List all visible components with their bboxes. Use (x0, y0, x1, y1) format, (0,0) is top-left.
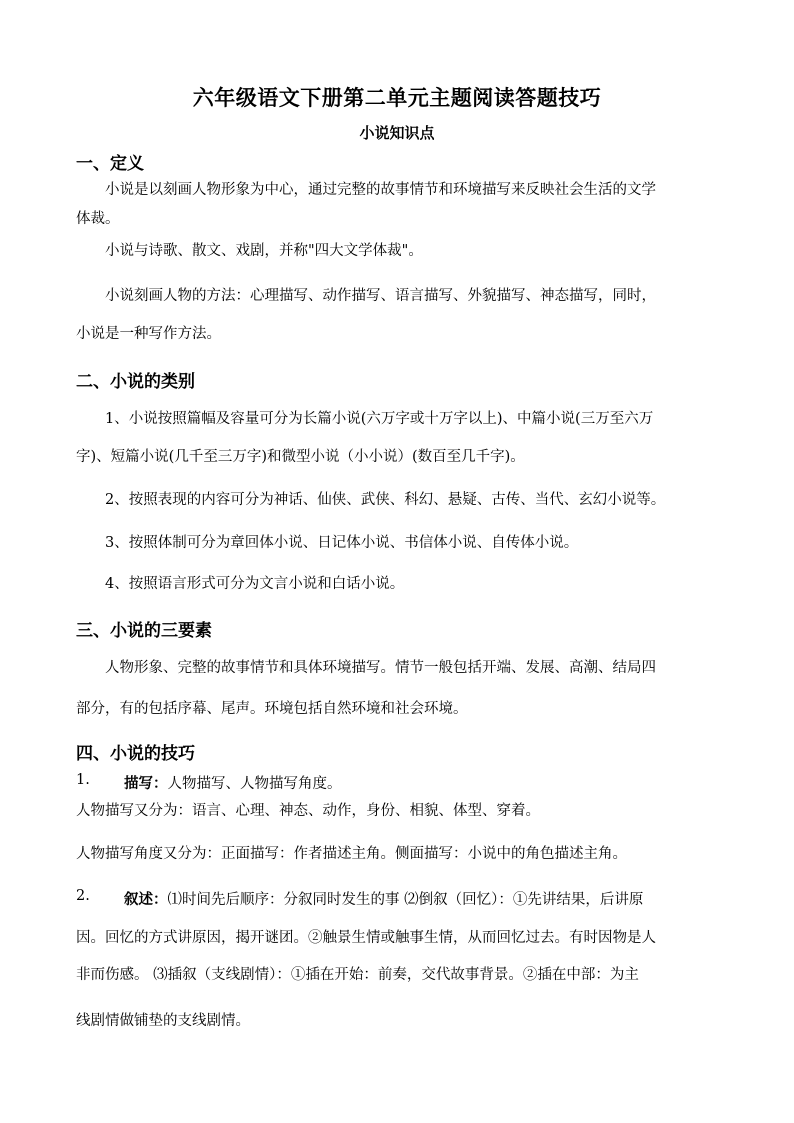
item-text (124, 888, 643, 909)
paragraph-line: 1、小说按照篇幅及容量可分为长篇小说(六万字或十万字以上)、中篇小说(三万至六万 (105, 411, 654, 427)
paragraph-line: 因。回忆的方式讲原因，揭开谜团。②触景生情或触事生情，从而回忆过去。有时因物是人 (76, 930, 656, 946)
paragraph-line: 3、按照体制可分为章回体小说、日记体小说、书信体小说、自传体小说。 (105, 535, 579, 551)
paragraph-line: 小说是以刻画人物形象为中心，通过完整的故事情节和环境描写来反映社会生活的文学 (105, 182, 656, 198)
paragraph-line: 人物描写又分为：语言、心理、神态、动作，身份、相貌、体型、穿着。 (76, 803, 540, 819)
paragraph-line: 字)、短篇小说(几千至三万字)和微型小说（小小说）(数百至几千字)。 (76, 449, 525, 465)
item-body: 人物描写、人物描写角度。 (167, 776, 342, 792)
paragraph-line: 体裁。 (76, 211, 120, 227)
paragraph-line: 2、按照表现的内容可分为神话、仙侠、武侠、科幻、悬疑、古传、当代、玄幻小说等。 (105, 492, 666, 508)
section-heading-techniques: 四、小说的技巧 (76, 744, 195, 764)
paragraph-line: 小说与诗歌、散文、戏剧，并称"四大文学体裁"。 (105, 243, 423, 259)
paragraph-line: 4、按照语言形式可分为文言小说和白话小说。 (105, 576, 405, 592)
paragraph-line: 人物形象、完整的故事情节和具体环境描写。情节一般包括开端、发展、高潮、结局四 (105, 660, 656, 676)
paragraph-line: 小说是一种写作方法。 (76, 326, 221, 342)
section-heading-categories: 二、小说的类别 (76, 372, 195, 392)
section-heading-three-elements: 三、小说的三要素 (76, 621, 212, 641)
paragraph-line: 线剧情做铺垫的支线剧情。 (76, 1013, 250, 1029)
item-keyword: 描写： (124, 775, 168, 792)
item-text (124, 772, 342, 793)
paragraph-line: 小说刻画人物的方法：心理描写、动作描写、语言描写、外貌描写、神态描写，同时， (105, 288, 656, 304)
paragraph-line: 非而伤感。 ⑶插叙（支线剧情）：①插在开始：前奏，交代故事背景。②插在中部：为主 (76, 967, 639, 983)
page-title: 六年级语文下册第二单元主题阅读答题技巧 (192, 85, 602, 110)
item-number: 2. (76, 888, 90, 904)
paragraph-line: 部分，有的包括序幕、尾声。环境包括自然环境和社会环境。 (76, 701, 468, 717)
paragraph-line: 人物描写角度又分为：正面描写：作者描述主角。侧面描写：小说中的角色描述主角。 (76, 846, 627, 862)
page-subtitle: 小说知识点 (359, 124, 435, 142)
item-body: ⑴时间先后顺序：分叙同时发生的事 ⑵倒叙（回忆）：①先讲结果，后讲原 (167, 892, 644, 908)
item-number: 1. (76, 772, 90, 788)
section-heading-definition: 一、定义 (76, 154, 144, 174)
item-keyword: 叙述： (124, 891, 168, 908)
